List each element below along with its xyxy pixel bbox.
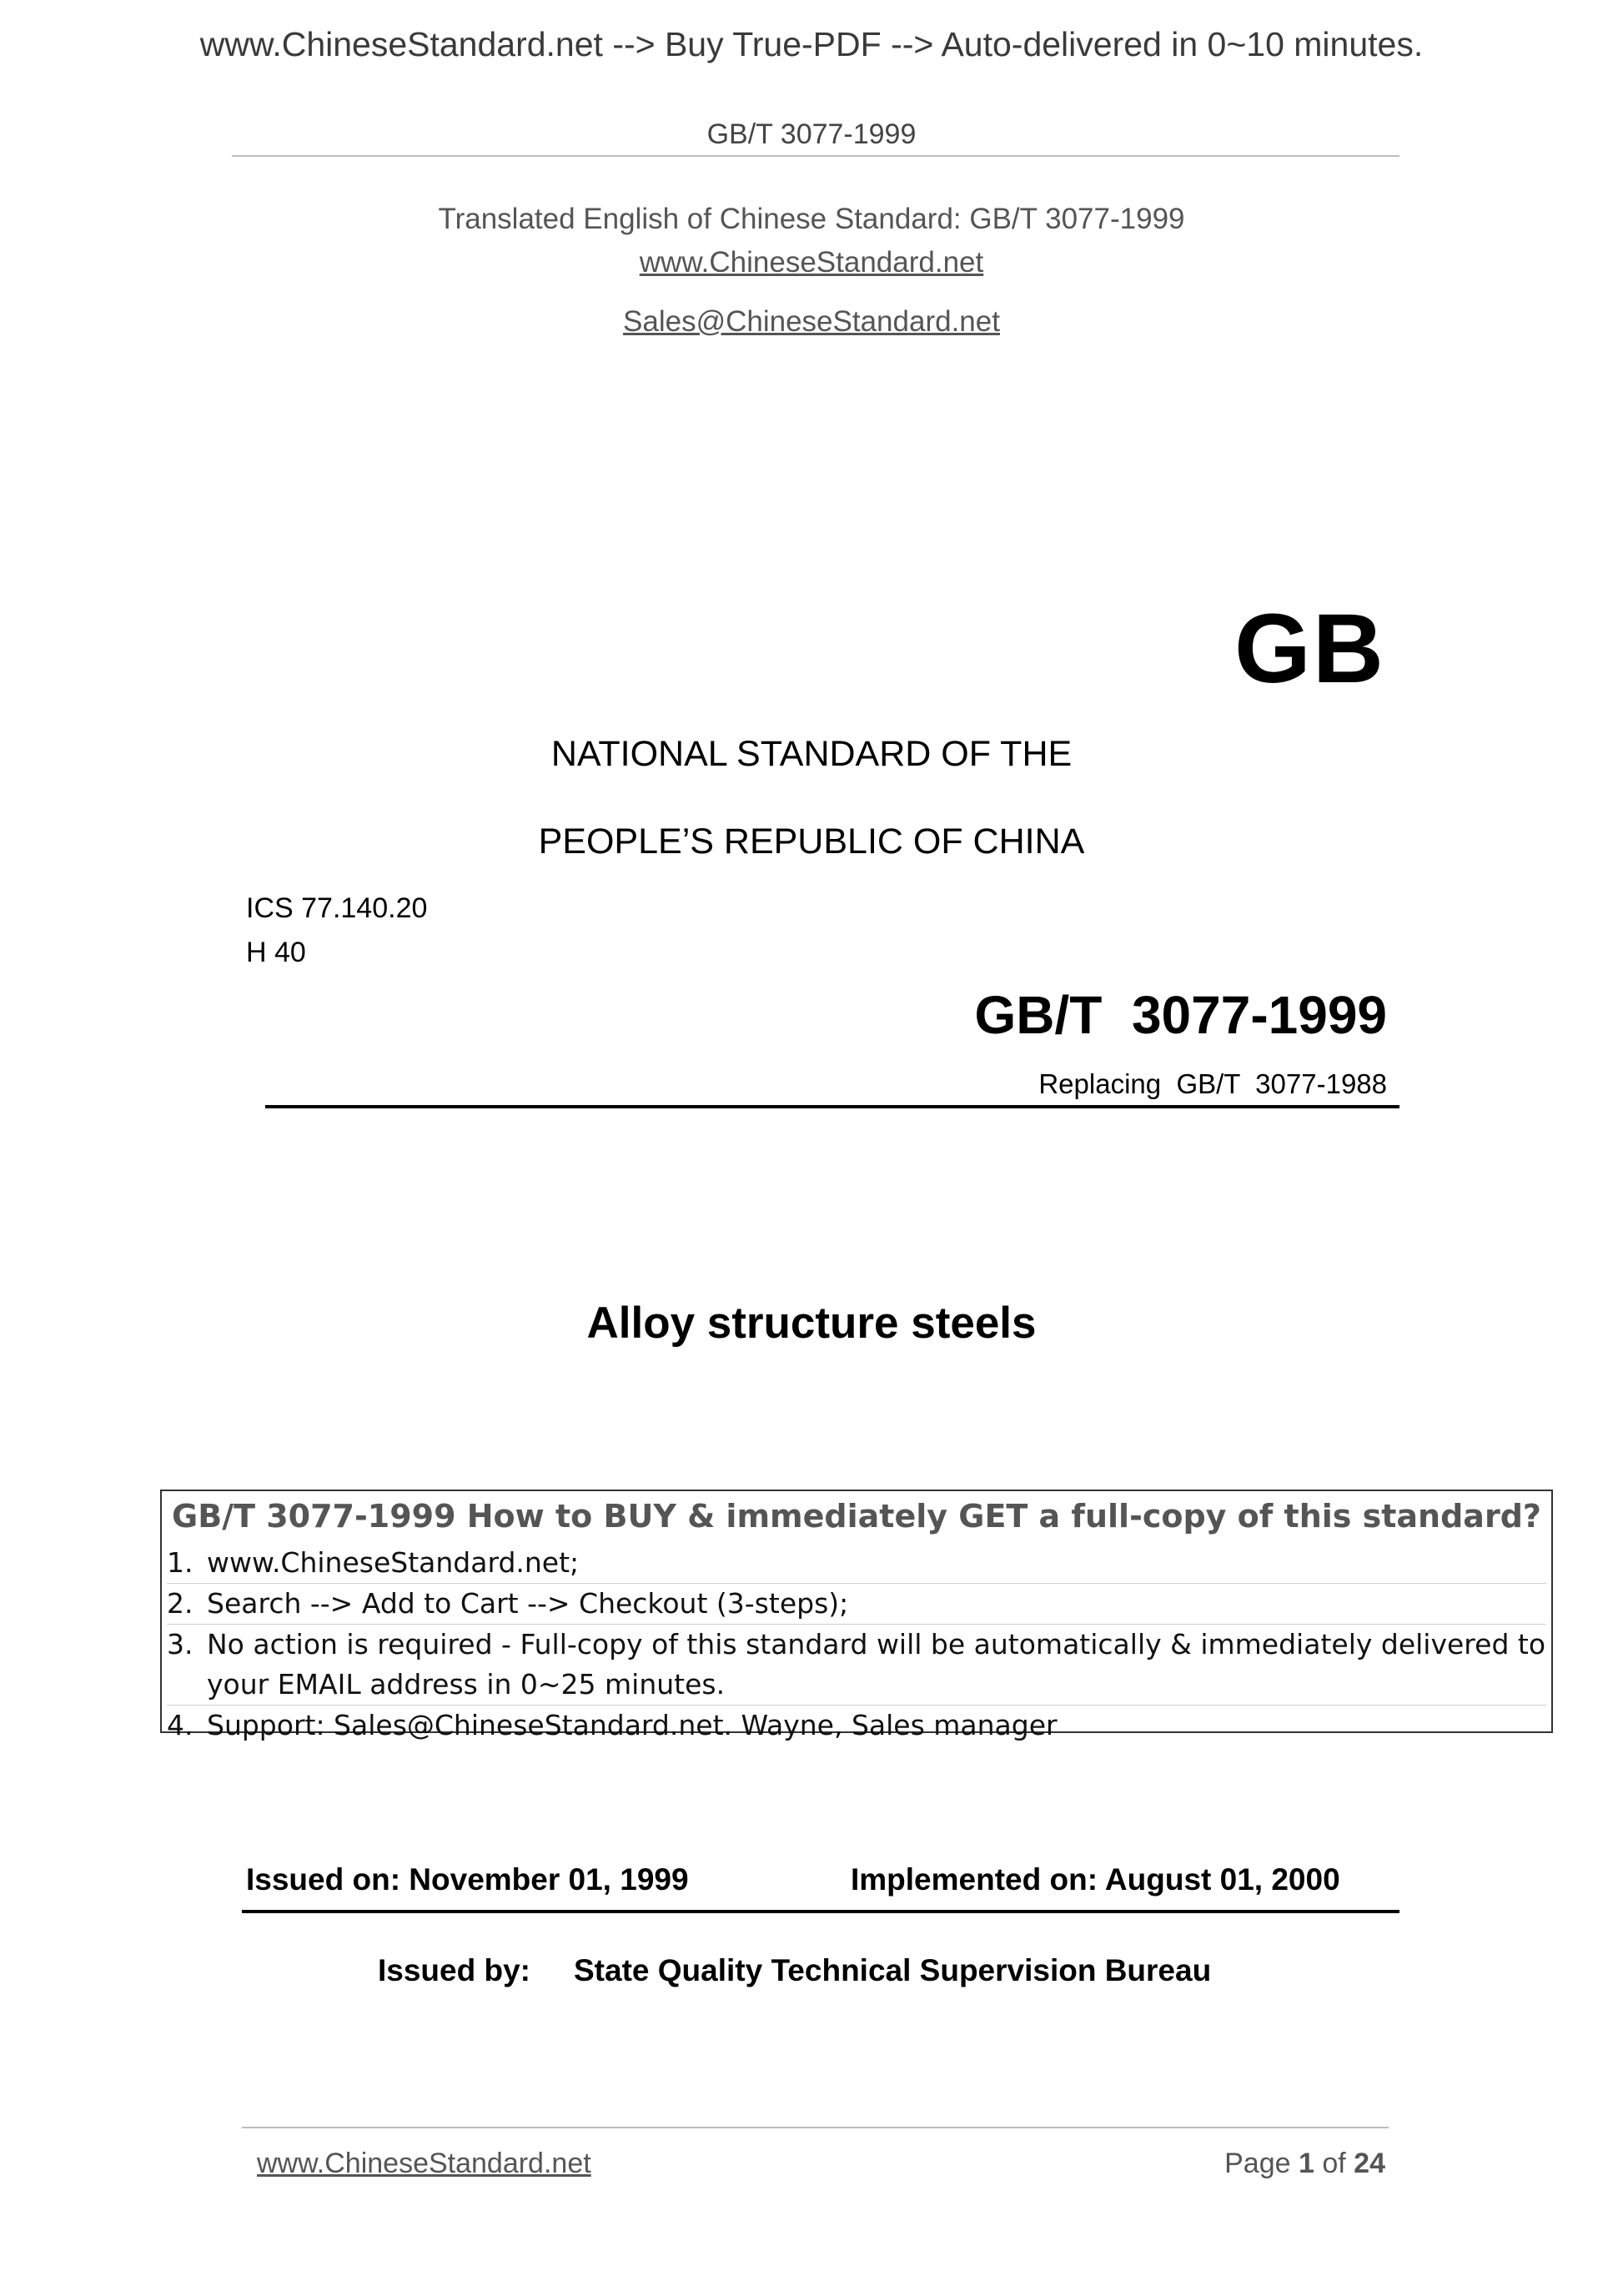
step-number: 2.	[167, 1587, 193, 1620]
header-banner: www.ChineseStandard.net --> Buy True-PDF --> Auto-delivered in 0~10 minutes.	[199, 25, 1424, 63]
buy-step	[167, 1705, 1546, 1746]
sales-email-link[interactable]: Sales@ChineseStandard.net	[623, 305, 1000, 338]
step-text: Support: Sales@ChineseStandard.net. Wayne, Sales manager	[207, 1709, 1058, 1741]
of-label: of	[1322, 2148, 1346, 2179]
gb-mark: GB	[1234, 594, 1385, 704]
header-divider	[232, 155, 1399, 157]
header-standard-code: GB/T 3077-1999	[706, 118, 917, 150]
page-number: 1	[1298, 2148, 1314, 2179]
footer-divider	[242, 2127, 1389, 2128]
site-link-wrapper	[0, 246, 1623, 279]
buy-step	[167, 1543, 1546, 1583]
email-link-wrapper	[0, 305, 1623, 339]
page-indicator	[1224, 2148, 1385, 2180]
standard-code: GB/T 3077-1999	[974, 985, 1387, 1045]
ics-code: ICS 77.140.20	[246, 892, 428, 924]
buy-info-box	[160, 1490, 1553, 1741]
implemented-date: Implemented on: August 01, 2000	[851, 1862, 1340, 1897]
step-text: Search --> Add to Cart --> Checkout (3-steps);	[207, 1587, 849, 1620]
step-number: 1.	[167, 1546, 193, 1579]
document-title: Alloy structure steels	[586, 1299, 1037, 1348]
classification-code: H 40	[246, 937, 306, 968]
replacing-note: Replacing GB/T 3077-1988	[1038, 1068, 1387, 1099]
buy-step	[167, 1624, 1546, 1705]
issued-by-label: Issued by:	[378, 1953, 530, 1987]
page-total: 24	[1354, 2148, 1385, 2179]
issued-by-value: State Quality Technical Supervision Bureau	[574, 1953, 1212, 1987]
national-standard-line1: NATIONAL STANDARD OF THE	[550, 734, 1073, 774]
buy-step	[167, 1583, 1546, 1624]
footer-site-wrapper	[257, 2148, 591, 2180]
site-link[interactable]: www.ChineseStandard.net	[639, 246, 984, 279]
buy-steps-list	[167, 1543, 1546, 1746]
issued-date: Issued on: November 01, 1999	[246, 1862, 689, 1897]
step-text: No action is required - Full-copy of this standard will be automatically & immediately delivered to your EMAIL address in 0~25 minutes.	[207, 1628, 1546, 1701]
page-label: Page	[1224, 2148, 1291, 2179]
step-number: 3.	[167, 1628, 193, 1660]
footer-site-link[interactable]: www.ChineseStandard.net	[257, 2148, 591, 2179]
national-standard-line2: PEOPLE’S REPUBLIC OF CHINA	[538, 821, 1085, 862]
cover-divider	[265, 1105, 1399, 1108]
step-number: 4.	[167, 1709, 193, 1741]
step-text[interactable]: www.ChineseStandard.net;	[207, 1546, 580, 1579]
translated-note: Translated English of Chinese Standard: GB/T 3077-1999	[438, 203, 1185, 235]
buy-box-title: GB/T 3077-1999 How to BUY & immediately GET a full-copy of this standard?	[172, 1498, 1541, 1535]
dates-divider	[242, 1910, 1399, 1913]
